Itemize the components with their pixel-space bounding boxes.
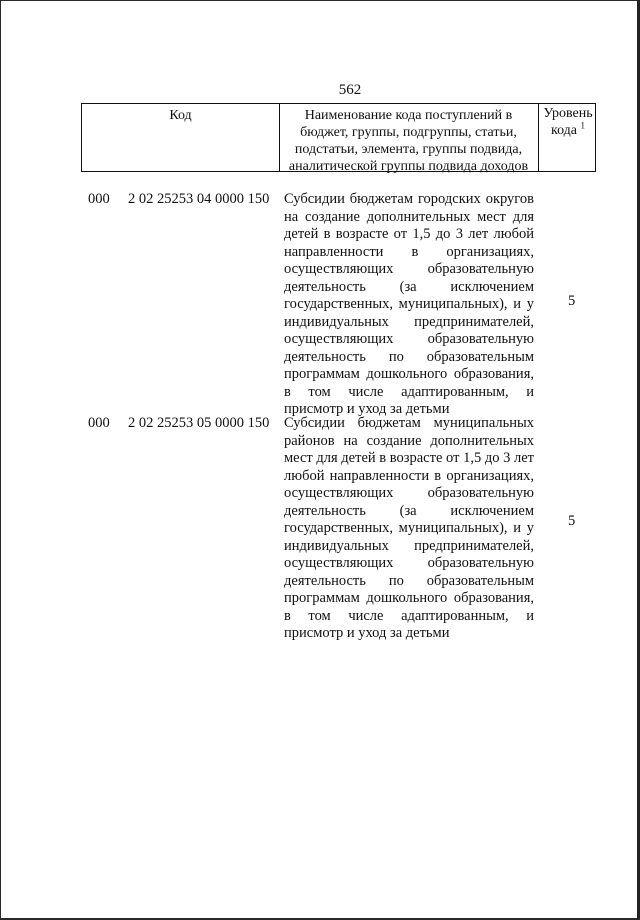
name-line: осуществляющих образовательную bbox=[284, 261, 534, 277]
header-level-code-line bbox=[539, 122, 597, 139]
name-line: программам дошкольного образования, bbox=[284, 590, 534, 606]
name-line: детей в возрасте от 1,5 до 3 лет любой bbox=[284, 226, 534, 242]
page-number: 562 bbox=[338, 82, 362, 98]
name-line: государственных, муниципальных), и у bbox=[284, 520, 534, 536]
name-line: индивидуальных предпринимателей, bbox=[284, 537, 534, 554]
name-line: осуществляющих образовательную bbox=[284, 485, 534, 501]
header-level-word: Уровень bbox=[543, 106, 593, 121]
name-line: на создание дополнительных мест для bbox=[284, 208, 534, 225]
name-line: Субсидии бюджетам муниципальных bbox=[284, 415, 534, 431]
table-header bbox=[81, 103, 596, 172]
revenue-name bbox=[284, 191, 534, 419]
header-name bbox=[279, 104, 539, 174]
name-line: деятельность (за исключением bbox=[284, 502, 534, 519]
header-name-line: Наименование кода поступлений в bbox=[304, 108, 513, 123]
header-level bbox=[539, 104, 597, 171]
header-name-line: аналитической группы подвида доходов bbox=[288, 159, 529, 174]
admin-code: 000 bbox=[88, 415, 110, 431]
name-line: программам дошкольного образования, bbox=[284, 366, 534, 382]
name-line: присмотр и уход за детьми bbox=[284, 625, 450, 641]
name-line: деятельность по образовательным bbox=[284, 348, 534, 365]
name-line: деятельность (за исключением bbox=[284, 278, 534, 295]
revenue-name bbox=[284, 415, 534, 643]
name-line: направленности в организациях, bbox=[284, 243, 534, 260]
header-level-code: кода bbox=[550, 123, 578, 138]
name-line: индивидуальных предпринимателей, bbox=[284, 313, 534, 330]
header-code: Код bbox=[82, 104, 280, 171]
name-line: в том числе адаптированным, и bbox=[284, 383, 534, 400]
name-line: деятельность по образовательным bbox=[284, 572, 534, 589]
code-level: 5 bbox=[568, 293, 576, 309]
name-line: государственных, муниципальных), и у bbox=[284, 296, 534, 312]
name-line: в том числе адаптированным, и bbox=[284, 607, 534, 624]
footnote-marker: 1 bbox=[580, 120, 586, 131]
name-line: присмотр и уход за детьми bbox=[284, 401, 450, 417]
name-line: Субсидии бюджетам городских округов bbox=[284, 191, 534, 207]
admin-code: 000 bbox=[88, 191, 110, 207]
name-line: осуществляющих образовательную bbox=[284, 555, 534, 571]
name-line: осуществляющих образовательную bbox=[284, 331, 534, 347]
header-name-line: бюджет, группы, подгруппы, статьи, bbox=[300, 125, 517, 140]
revenue-code: 2 02 25253 04 0000 150 bbox=[128, 191, 270, 207]
header-name-line: подстатьи, элемента, группы подвида, bbox=[294, 142, 523, 157]
name-line: районов на создание дополнительных bbox=[284, 432, 534, 449]
name-line: мест для детей в возрасте от 1,5 до 3 лет bbox=[284, 450, 534, 466]
name-line: любой направленности в организациях, bbox=[284, 467, 534, 484]
revenue-code: 2 02 25253 05 0000 150 bbox=[128, 415, 270, 431]
code-level: 5 bbox=[568, 513, 576, 529]
